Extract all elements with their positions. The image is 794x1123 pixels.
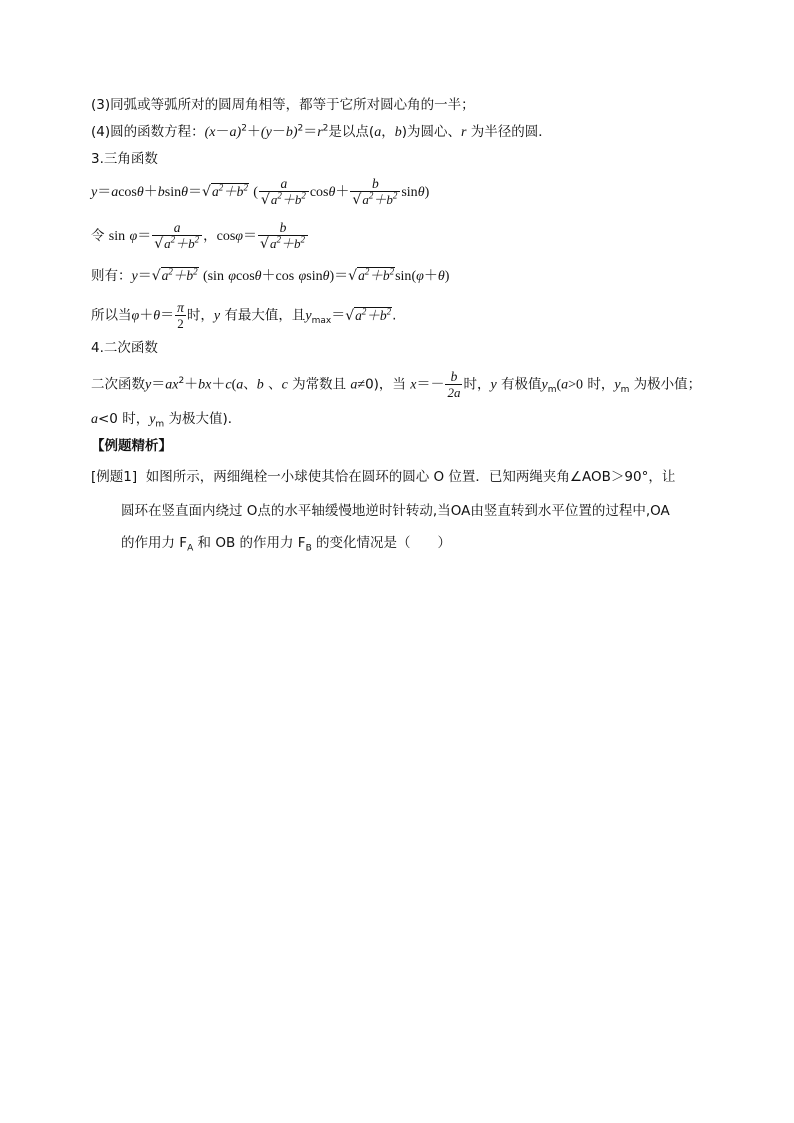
example-text: 如图所示，两细绳栓一小球使其恰在圆环的圆心 O 位置．已知两绳夹角∠AOB＞90°，让: [145, 469, 676, 485]
example-line-2: 圆环在竖直面内绕过 O点的水平轴缓慢地逆时针转动,当OA由竖直转到水平位置的过程中,OA: [121, 503, 670, 519]
label: 时，: [587, 376, 615, 393]
section-heading: 【例题精析】: [91, 438, 172, 454]
label: 令: [91, 228, 105, 244]
label: 和 OB 的作用力 F: [197, 535, 306, 551]
label: 二次函数: [91, 376, 145, 393]
example-label: [例题1]: [91, 469, 138, 485]
label: 是以点(: [328, 124, 375, 140]
label: 时，: [463, 376, 491, 393]
formula-trig: $y=acos\theta+bsin\theta=√a^2+b^2$ ( $\frac{a}{√a^2+b^2}$ cosθ＋ $\frac{b}{√a^2+b^2}$ sinθ): [91, 176, 430, 208]
label: )为圆心、: [401, 124, 461, 140]
label: 为常数且: [292, 376, 347, 393]
heading-quadratic: 4.二次函数: [91, 340, 158, 356]
label: <0 时，: [98, 411, 150, 427]
text-line-4: (4)圆的函数方程：$(x-a)^2+(y-b)^2=r^2$是以点(a，b)为圆心、r 为半径的圆．: [91, 123, 552, 140]
label: 为极大值)．: [168, 411, 242, 427]
label: 所以当: [91, 307, 132, 324]
formula-quadratic-cont: a<0 时，$y_m$ 为极大值)．: [91, 411, 242, 430]
formula-then: 则有：$y=√a^2+b^2$ (sin φcosθ＋cos $\varphi\sin\theta)=√a^2+b^2\sin(\varphi+\theta)$: [91, 266, 450, 284]
formula-max: 所以当φ＋θ＝ $\frac{\pi}{2}$ 时，y 有最大值，且$y_{max}=√a^2+b^2$.: [91, 300, 397, 331]
formula-let: 令 sin φ＝ $\frac{a}{√a^2+b^2}$ ，cosφ＝ $\frac{b}{√a^2+b^2}$: [91, 220, 309, 252]
label: 的变化情况是（ ）: [316, 535, 452, 551]
label: 有最大值，且: [224, 307, 306, 324]
example-line-3: 的作用力 $F_A$ 和 OB 的作用力 $F_B$ 的变化情况是（ ）: [121, 535, 452, 554]
text-line-3: (3)同弧或等弧所对的圆周角相等，都等于它所对圆心角的一半；: [91, 97, 475, 113]
label: 有极值: [500, 376, 542, 393]
label: 为半径的圆．: [470, 124, 552, 140]
label: 为极小值；: [633, 376, 702, 393]
example-line-1: [91, 464, 711, 491]
label: (4)圆的函数方程：: [91, 124, 205, 140]
label: 时，: [186, 307, 214, 324]
formula-quadratic: 二次函数$y=ax^2+bx+c(a$、b 、c 为常数且 a≠0)，当 x＝－ $\frac{b}{2a}$ 时，y 有极值$y_m(a>0$ 时，$y_m$ 为极小值；: [91, 369, 702, 400]
label: 的作用力 F: [121, 535, 188, 551]
label: 0)，当: [365, 376, 406, 393]
heading-trig: 3.三角函数: [91, 151, 158, 167]
label: 则有：: [91, 268, 132, 284]
